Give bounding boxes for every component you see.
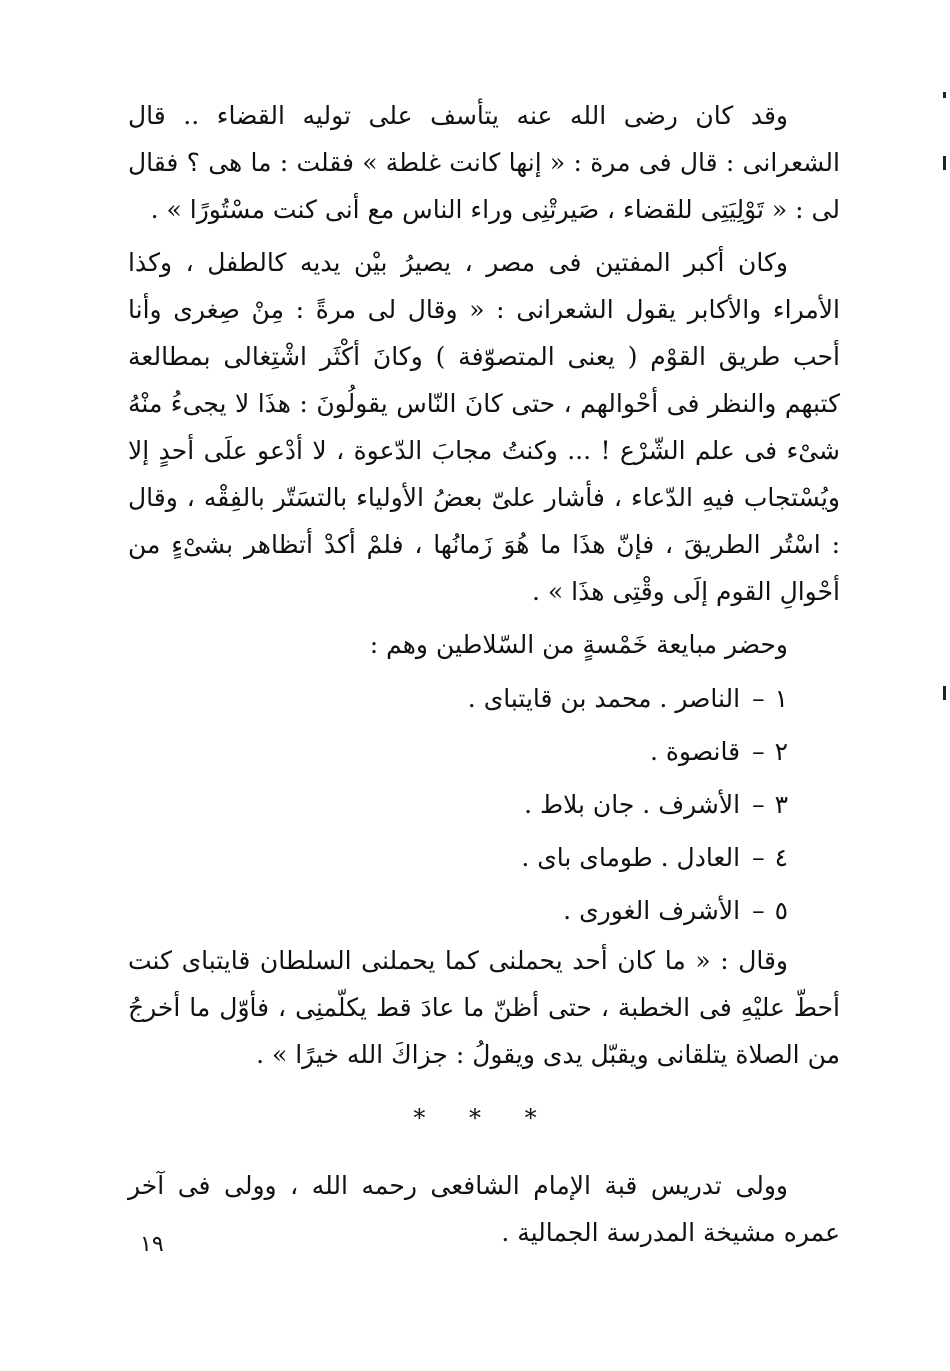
list-dash: –	[752, 896, 765, 925]
list-item	[128, 672, 840, 725]
page-body	[128, 92, 840, 1272]
list-number: ١	[774, 684, 788, 713]
paragraph-regret: وقد كان رضى الله عنه يتأسف على توليه القضاء .. قال الشعرانى : قال فى مرة : « إنها كانت غلطة » فقلت : ما هى ؟ فقال لى : « تَوْلِيَتِى للقضاء ، صَيرتْنِى وراء الناس مع أنى كنت مسْتُورًا » .	[128, 101, 840, 224]
section-separator: * * *	[413, 1104, 555, 1132]
list-item	[128, 725, 840, 778]
list-text: قانصوة .	[649, 737, 741, 766]
list-number: ٣	[774, 790, 788, 819]
list-dash: –	[752, 684, 765, 713]
paragraph-closing: وولى تدريس قبة الإمام الشافعى رحمه الله ، وولى فى آخر عمره مشيخة المدرسة الجمالية .	[128, 1171, 840, 1247]
list-number: ٥	[774, 896, 788, 925]
scan-edge-mark	[943, 156, 946, 170]
list-number: ٤	[774, 843, 788, 872]
list-text: الأشرف الغورى .	[563, 896, 741, 925]
sultans-list	[128, 672, 840, 937]
paragraph-sultans-intro: وحضر مبايعة خَمْسةٍ من السّلاطين وهم :	[369, 630, 788, 659]
scan-edge-mark	[943, 92, 946, 98]
list-text: الأشرف . جان بلاط .	[524, 790, 741, 819]
paragraph-qaitbay-quote: وقال : « ما كان أحد يحملنى كما يحملنى السلطان قايتباى كنت أحطّ عليْهِ فى الخطبة ، حتى أظنّ ما عادَ قط يكلّمنِى ، فأوّل ما أخرجُ من الصلاة يتلقانى ويقبّل يدى ويقولُ : جزاكَ الله خيرًا » .	[128, 946, 840, 1069]
page-number: ١٩	[140, 1232, 164, 1257]
list-item	[128, 778, 840, 831]
list-text: الناصر . محمد بن قايتباى .	[467, 684, 741, 713]
list-number: ٢	[774, 737, 788, 766]
list-dash: –	[752, 737, 765, 766]
paragraph-scholars: وكان أكبر المفتين فى مصر ، يصيرُ بيْن يديه كالطفل ، وكذا الأمراء والأكابر يقول الشعرانى : « وقال لى مرةً : مِنْ صِغرى وأنا أحب طريق القوْم ( يعنى المتصوّفة ) وكانَ أكْثَر اشْتِغالى بمطالعة كتبهم والنظر فى أحْوالهم ، حتى كانَ النّاس يقولُونَ : هذَا لا يجىءُ منْهُ شىْء فى علم الشّرْع ! ... وكنتُ مجابَ الدّعوة ، لا أدْعو علَى أحدٍ إلا ويُسْتجاب فيهِ الدّعاء ، فأشار علىّ بعضُ الأولياء بالتسَتّر بالفِقْه ، وقال : اسْتُر الطريقَ ، فإنّ هذَا ما هُوَ زَمانُها ، فلمْ أكدْ أتظاهر بشىْءٍ من أحْوالِ القوم إلَى وقْتِى هذَا » .	[128, 248, 840, 606]
list-text: العادل . طوماى باى .	[521, 843, 741, 872]
list-item	[128, 831, 840, 884]
list-dash: –	[752, 843, 765, 872]
scan-edge-mark	[943, 686, 946, 700]
list-item	[128, 884, 840, 937]
list-dash: –	[752, 790, 765, 819]
